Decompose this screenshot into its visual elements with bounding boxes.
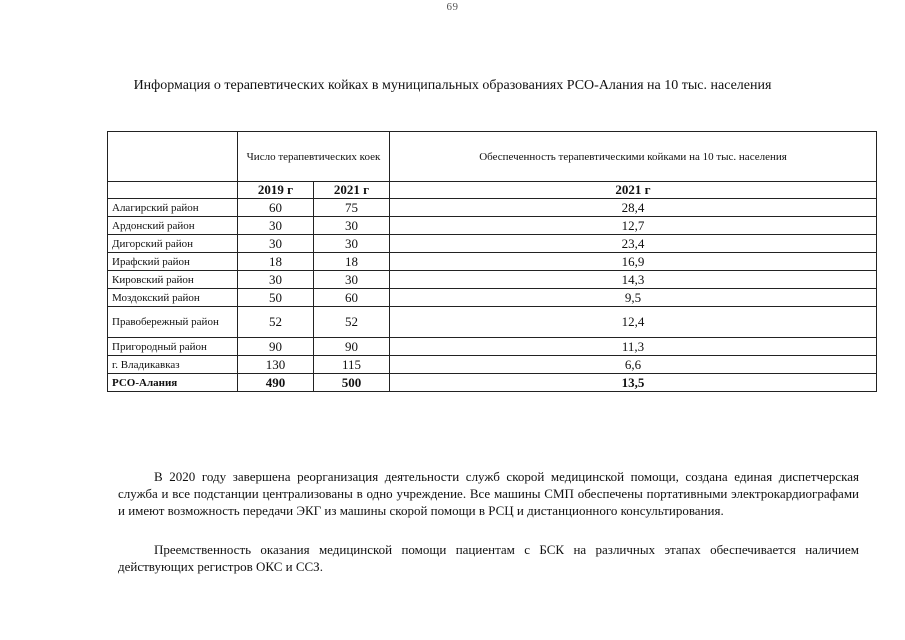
beds-2021: 60	[314, 289, 390, 307]
provision-2021: 16,9	[390, 253, 877, 271]
body-text-2	[118, 541, 859, 575]
table-row	[108, 235, 877, 253]
paragraph-registries: Преемственность оказания медицинской помощи пациентам с БСК на различных этапах обеспечивается наличием действующих регистров ОКС и ССЗ.	[118, 542, 859, 574]
total-beds-2019: 490	[238, 374, 314, 392]
district-name: Ирафский район	[108, 253, 238, 271]
provision-2021: 6,6	[390, 356, 877, 374]
district-name: Моздокский район	[108, 289, 238, 307]
beds-2019: 130	[238, 356, 314, 374]
year-2021-provision: 2021 г	[390, 182, 877, 199]
district-name: Ардонский район	[108, 217, 238, 235]
total-row	[108, 374, 877, 392]
provision-2021: 12,7	[390, 217, 877, 235]
beds-2021: 30	[314, 271, 390, 289]
beds-2021: 90	[314, 338, 390, 356]
provision-2021: 28,4	[390, 199, 877, 217]
total-beds-2021: 500	[314, 374, 390, 392]
total-provision-2021: 13,5	[390, 374, 877, 392]
beds-2021: 18	[314, 253, 390, 271]
beds-2019: 30	[238, 217, 314, 235]
beds-2021: 30	[314, 217, 390, 235]
total-name: РСО-Алания	[108, 374, 238, 392]
district-name: Алагирский район	[108, 199, 238, 217]
beds-2021: 52	[314, 307, 390, 338]
header-provision: Обеспеченность терапевтическими койками на 10 тыс. населения	[390, 132, 877, 182]
district-name: Пригородный район	[108, 338, 238, 356]
beds-2019: 90	[238, 338, 314, 356]
beds-2019: 52	[238, 307, 314, 338]
provision-2021: 12,4	[390, 307, 877, 338]
beds-table	[107, 131, 877, 392]
beds-2021: 115	[314, 356, 390, 374]
provision-2021: 23,4	[390, 235, 877, 253]
district-name: Кировский район	[108, 271, 238, 289]
year-empty-cell	[108, 182, 238, 199]
year-2019: 2019 г	[238, 182, 314, 199]
table-row	[108, 199, 877, 217]
provision-2021: 11,3	[390, 338, 877, 356]
district-name: Дигорский район	[108, 235, 238, 253]
page-number: 69	[446, 1, 459, 13]
beds-2021: 30	[314, 235, 390, 253]
district-name: г. Владикавказ	[108, 356, 238, 374]
corner-cell	[108, 132, 238, 182]
beds-2019: 30	[238, 271, 314, 289]
beds-2019: 60	[238, 199, 314, 217]
year-2021: 2021 г	[314, 182, 390, 199]
table-row	[108, 338, 877, 356]
beds-2019: 18	[238, 253, 314, 271]
table-row	[108, 217, 877, 235]
table-row	[108, 356, 877, 374]
beds-2021: 75	[314, 199, 390, 217]
district-name: Правобережный район	[108, 307, 238, 338]
paragraph-ems-reorganization: В 2020 году завершена реорганизация деятельности служб скорой медицинской помощи, создана единая диспетчерская служба и все подстанции централизованы в одно учреждение. Все машины СМП обеспечены портативными электрокардиографами и имеют возможность передачи ЭКГ из машины скорой помощи в РСЦ и дистанционного консультирования.	[118, 469, 859, 518]
table-row	[108, 253, 877, 271]
table-title: Информация о терапевтических койках в муниципальных образованиях РСО-Алания на 10 тыс. населения	[133, 78, 772, 93]
header-beds: Число терапевтических коек	[238, 132, 390, 182]
table-row	[108, 307, 877, 338]
table-row	[108, 271, 877, 289]
beds-2019: 30	[238, 235, 314, 253]
provision-2021: 9,5	[390, 289, 877, 307]
table-row	[108, 289, 877, 307]
body-text	[118, 468, 859, 519]
beds-2019: 50	[238, 289, 314, 307]
provision-2021: 14,3	[390, 271, 877, 289]
